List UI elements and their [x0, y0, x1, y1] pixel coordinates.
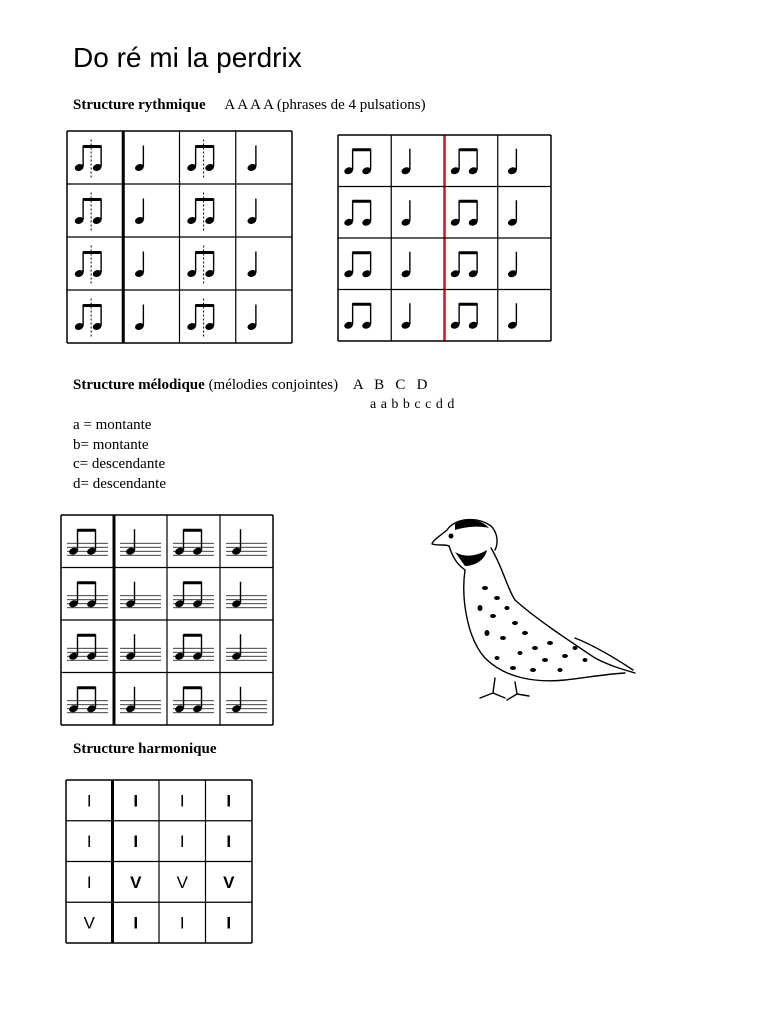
- definition-d: d= descendante: [73, 475, 167, 492]
- harmony-cell: I: [133, 791, 139, 811]
- melody-note: (mélodies conjointes): [208, 377, 339, 393]
- harmony-cell: I: [226, 791, 232, 811]
- harmony-grid: [66, 780, 252, 943]
- ta-note: [125, 687, 136, 714]
- harmony-cell: I: [226, 913, 232, 933]
- ti-ti-note: [174, 529, 203, 556]
- harmony-cell: I: [86, 791, 92, 811]
- harmony-cell: V: [83, 913, 95, 933]
- ta-note: [401, 200, 412, 227]
- rhythm-heading: Structure rythmique: [73, 97, 206, 113]
- harmony-cell: I: [86, 872, 92, 892]
- ti-ti-note: [68, 687, 97, 714]
- harmony-cell: V: [176, 872, 188, 892]
- harmony-cell: I: [179, 791, 185, 811]
- harmony-cell: I: [133, 913, 139, 933]
- ti-ti-note: [174, 634, 203, 661]
- ta-note: [134, 199, 145, 226]
- harmony-cell: I: [179, 913, 185, 933]
- ti-ti-note: [450, 303, 479, 330]
- ti-ti-note: [343, 303, 372, 330]
- ti-ti-note: [174, 687, 203, 714]
- ti-ti-note: [174, 582, 203, 609]
- ti-ti-note: [74, 193, 103, 231]
- harmony-heading-text: Structure harmonique: [73, 741, 217, 757]
- ti-ti-note: [74, 299, 103, 337]
- ti-ti-note: [68, 529, 97, 556]
- harmony-cell: I: [226, 832, 232, 852]
- ta-note: [247, 199, 258, 226]
- ti-ti-note: [68, 634, 97, 661]
- ta-note: [231, 687, 242, 714]
- ta-note: [231, 529, 242, 556]
- ta-note: [247, 252, 258, 279]
- melody-heading-line: [73, 377, 427, 394]
- ta-note: [134, 252, 145, 279]
- definition-c: c= descendante: [73, 456, 166, 472]
- harmony-heading: [73, 741, 216, 758]
- ta-note: [507, 303, 518, 330]
- ta-note: [247, 305, 258, 332]
- ta-note: [401, 149, 412, 176]
- harmony-cell: I: [179, 832, 185, 852]
- harmony-cell: V: [223, 872, 235, 892]
- melody-definitions: [73, 416, 166, 494]
- definition-a: a = montante: [73, 417, 152, 433]
- ti-ti-note: [186, 246, 215, 284]
- ta-note: [231, 582, 242, 609]
- ti-ti-note: [450, 149, 479, 176]
- ti-ti-note: [74, 140, 103, 178]
- ta-note: [507, 252, 518, 279]
- harmony-cell: I: [86, 832, 92, 852]
- melody-heading: Structure mélodique: [73, 377, 205, 393]
- ta-note: [401, 303, 412, 330]
- ti-ti-note: [68, 582, 97, 609]
- definition-b: b= montante: [73, 436, 149, 453]
- rhythm-grid-1: [67, 131, 292, 343]
- ta-note: [507, 149, 518, 176]
- rhythm-heading-line: [73, 97, 426, 114]
- ti-ti-note: [186, 299, 215, 337]
- harmony-cell: I: [133, 832, 139, 852]
- ta-note: [231, 634, 242, 661]
- ti-ti-note: [186, 140, 215, 178]
- rhythm-note: (phrases de 4 pulsations): [276, 97, 426, 113]
- ta-note: [247, 146, 258, 173]
- ta-note: [125, 582, 136, 609]
- ta-note: [134, 146, 145, 173]
- ti-ti-note: [343, 149, 372, 176]
- ta-note: [125, 634, 136, 661]
- melody-sub-phrases: a a b b c c d d: [370, 397, 455, 412]
- ti-ti-note: [343, 200, 372, 227]
- rhythm-grid-2: [338, 135, 551, 341]
- ti-ti-note: [450, 200, 479, 227]
- melody-phrases: A B C D: [352, 377, 428, 393]
- rhythm-pattern: A A A A: [224, 97, 274, 113]
- ti-ti-note: [450, 252, 479, 279]
- ta-note: [125, 529, 136, 556]
- page-title: Do ré mi la perdrix: [73, 42, 302, 73]
- ta-note: [134, 305, 145, 332]
- ta-note: [507, 200, 518, 227]
- ti-ti-note: [343, 252, 372, 279]
- ti-ti-note: [186, 193, 215, 231]
- partridge-illustration: [425, 508, 637, 703]
- ta-note: [401, 252, 412, 279]
- harmony-cell: V: [130, 872, 142, 892]
- melody-grid: [61, 515, 273, 725]
- ti-ti-note: [74, 246, 103, 284]
